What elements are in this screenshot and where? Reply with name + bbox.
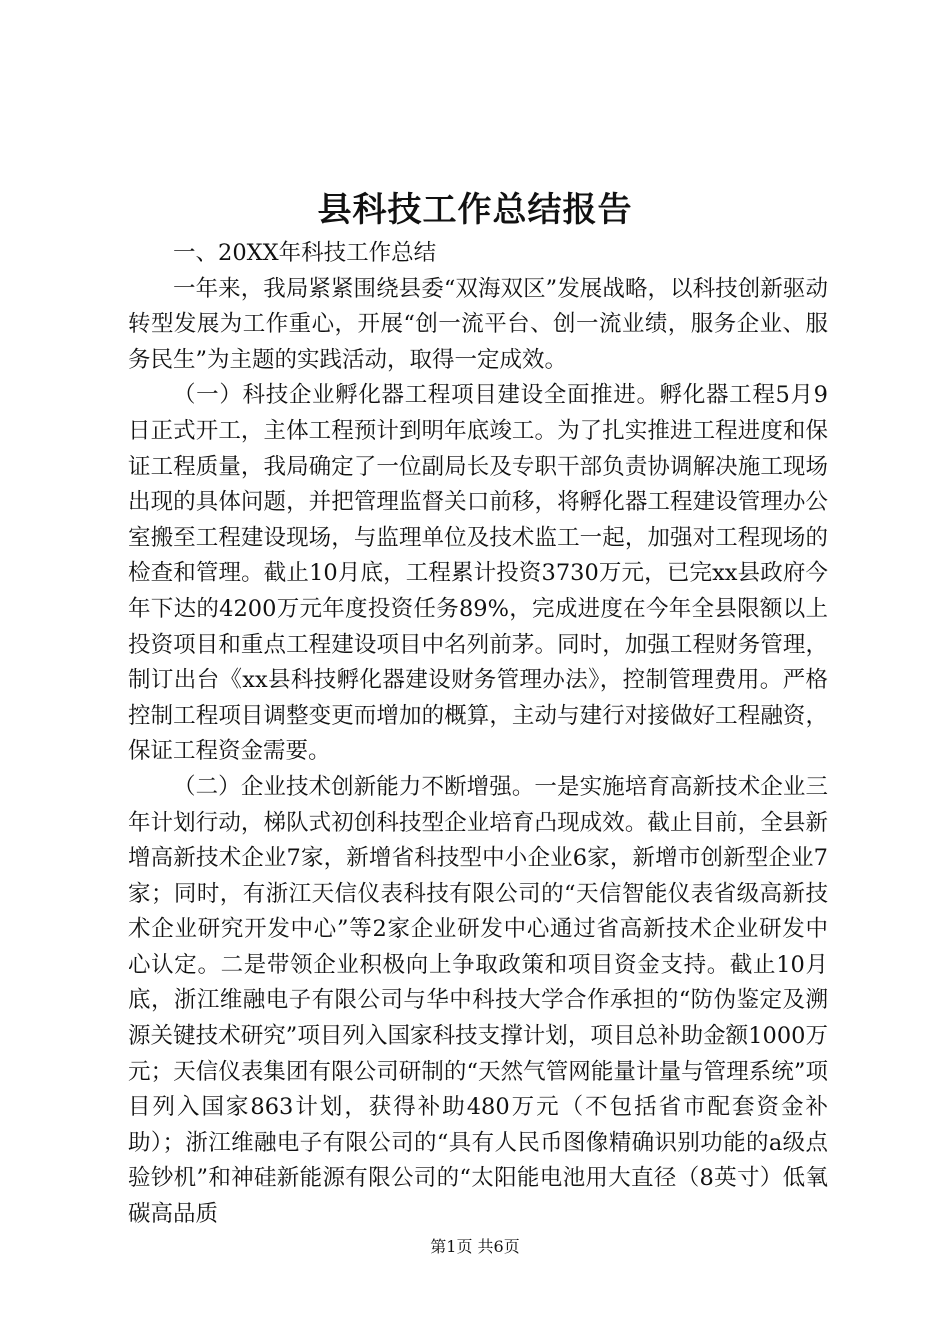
document-title: 县科技工作总结报告 xyxy=(317,190,633,230)
innovation-paragraph: （二）企业技术创新能力不断增强。一是实施培育高新技术企业三年计划行动，梯队式初创科技型企业培育凸现成效。截止目前，全县新增高新技术企业7家，新增省科技型中小企业6家，新增市创新型企业7家；同时，有浙江天信仪表科技有限公司的“天信智能仪表省级高新技术企业研究开发中心”等2家企业研发中心通过省高新技术企业研发中心认定。二是带领企业积极向上争取政策和项目资金支持。截止10月底，浙江维融电子有限公司与华中科技大学合作承担的“防伪鉴定及溯源关键技术研究”项目列入国家科技支撑计划，项目总补助金额1000万元；天信仪表集团有限公司研制的“天然气管网能量计量与管理系统”项目列入国家863计划，获得补助480万元（不包括省市配套资金补助）；浙江维融电子有限公司的“具有人民币图像精确识别功能的a级点验钞机”和神硅新能源有限公司的“太阳能电池用大直径（8英寸）低氧碳高品质 xyxy=(128,773,828,1228)
page-footer: 第1页 共6页 xyxy=(430,1237,520,1256)
section-heading: 一、20XX年科技工作总结 xyxy=(173,240,437,266)
intro-paragraph: 一年来，我局紧紧围绕县委“双海双区”发展战略，以科技创新驱动转型发展为工作重心，开展“创一流平台、创一流业绩，服务企业、服务民生”为主题的实践活动，取得一定成效。 xyxy=(128,275,828,373)
document-body xyxy=(128,236,828,1233)
incubator-paragraph: （一）科技企业孵化器工程项目建设全面推进。孵化器工程5月9日正式开工，主体工程预计到明年底竣工。为了扎实推进工程进度和保证工程质量，我局确定了一位副局长及专职干部负责协调解决施工现场出现的具体问题，并把管理监督关口前移，将孵化器工程建设管理办公室搬至工程建设现场，与监理单位及技术监工一起，加强对工程现场的检查和管理。截止10月底，工程累计投资3730万元，已完xx县政府今年下达的4200万元年度投资任务89%，完成进度在今年全县限额以上投资项目和重点工程建设项目中名列前茅。同时，加强工程财务管理，制订出台《xx县科技孵化器建设财务管理办法》，控制管理费用。严格控制工程项目调整变更而增加的概算，主动与建行对接做好工程融资，保证工程资金需要。 xyxy=(128,382,828,765)
